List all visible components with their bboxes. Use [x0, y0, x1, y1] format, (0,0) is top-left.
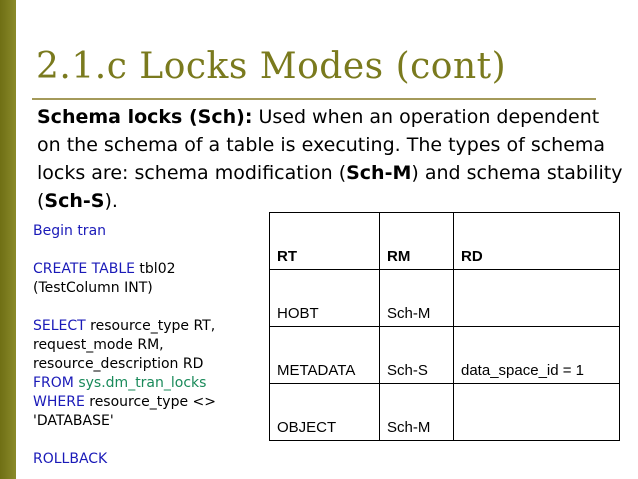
code-from-object: sys.dm_tran_locks	[73, 375, 207, 391]
cell-rt: OBJECT	[270, 384, 380, 441]
cell-rm: Sch-M	[380, 270, 454, 327]
cell-rd	[454, 270, 620, 327]
code-create-line-2: (TestColumn INT)	[33, 280, 153, 296]
slide-title: 2.1.c Locks Modes (cont)	[36, 46, 507, 87]
cell-rt: METADATA	[270, 327, 380, 384]
header-rm: RM	[380, 213, 454, 270]
intro-bold-label: Schema locks (Sch):	[37, 106, 253, 128]
cell-rm: Sch-S	[380, 327, 454, 384]
header-rd: RD	[454, 213, 620, 270]
intro-bold-schs: Sch-S	[44, 190, 105, 212]
code-from-keyword: FROM	[33, 375, 74, 391]
code-where-line	[33, 393, 263, 412]
code-gap	[33, 241, 263, 260]
code-where-line-2: 'DATABASE'	[33, 413, 114, 429]
cell-rd	[454, 384, 620, 441]
code-select-line	[33, 317, 263, 336]
code-select-rest: resource_type RT,	[85, 318, 216, 334]
code-create-rest: tbl02	[134, 261, 176, 277]
code-where-keyword: WHERE	[33, 394, 85, 410]
code-create-keyword: CREATE TABLE	[33, 261, 135, 277]
cell-rd: data_space_id = 1	[454, 327, 620, 384]
header-rt: RT	[270, 213, 380, 270]
table-row	[270, 384, 620, 441]
intro-text-3: ).	[104, 190, 118, 212]
code-rollback: ROLLBACK	[33, 451, 108, 467]
intro-text-1: Used when an operation dependent on the schema of a table is executing. The types of schema locks are: schema modification (	[37, 106, 606, 184]
left-accent-bar	[0, 0, 16, 479]
title-divider	[32, 98, 596, 100]
code-begin-tran: Begin tran	[33, 223, 107, 239]
table-row	[270, 270, 620, 327]
code-create-line	[33, 260, 263, 279]
table-row	[270, 327, 620, 384]
locks-result-table	[269, 212, 620, 441]
code-where-rest: resource_type <>	[84, 394, 216, 410]
cell-rm: Sch-M	[380, 384, 454, 441]
table-header-row	[270, 213, 620, 270]
intro-text-2: ) and schema stability (	[37, 162, 623, 212]
code-select-keyword: SELECT	[33, 318, 86, 334]
code-gap	[33, 298, 263, 317]
code-select-line-3: resource_description RD	[33, 356, 204, 372]
cell-rt: HOBT	[270, 270, 380, 327]
sql-code-block	[33, 222, 263, 469]
code-select-line-2: request_mode RM,	[33, 337, 164, 353]
intro-paragraph	[37, 103, 627, 215]
code-from-line	[33, 374, 263, 393]
intro-bold-schm: Sch-M	[346, 162, 412, 184]
code-gap	[33, 431, 263, 450]
